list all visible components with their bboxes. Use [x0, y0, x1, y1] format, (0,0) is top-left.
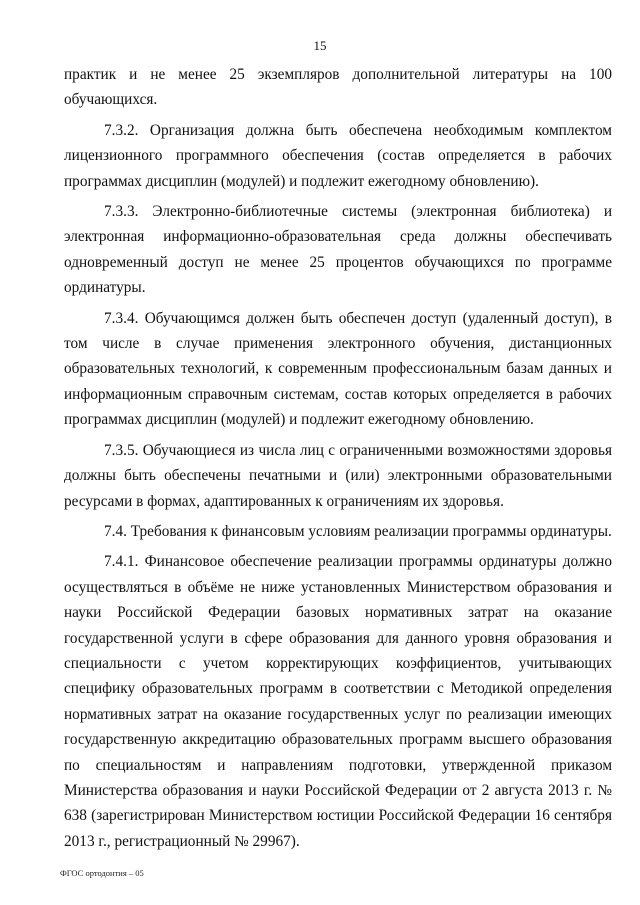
paragraph-continuation: практик и не менее 25 экземпляров дополнительной литературы на 100 обучающихся.: [64, 66, 612, 109]
paragraph-7-3-3: 7.3.3. Электронно-библиотечные системы (электронная библиотека) и электронная информационно-образовательная среда должны обеспечивать одновременный доступ не менее 25 процентов обучающихся по программе ординатуры.: [64, 203, 612, 297]
paragraph-7-3-5: 7.3.5. Обучающиеся из числа лиц с ограниченными возможностями здоровья должны быть обеспечены печатными и (или) электронными образовательными ресурсами в формах, адаптированных к ограничениям их здоровья.: [64, 441, 612, 510]
paragraph-7-3-2: 7.3.2. Организация должна быть обеспечена необходимым комплектом лицензионного программного обеспечения (состав определяется в рабочих программах дисциплин (модулей) и подлежит ежегодному обновлению).: [64, 121, 612, 190]
paragraph-7-4: 7.4. Требования к финансовым условиям реализации программы ординатуры.: [104, 522, 612, 540]
paragraph-7-3-4: 7.3.4. Обучающимся должен быть обеспечен доступ (удаленный доступ), в том числе в случае применения электронного обучения, дистанционных образовательных технологий, к современным профессиональным базам данных и информационным справочным системам, состав которых определяется в рабочих программах дисциплин (модулей) и подлежит ежегодному обновлению.: [64, 309, 612, 429]
page-footer: ФГОС ортодонтия – 05: [60, 868, 144, 878]
paragraph-7-4-1: 7.4.1. Финансовое обеспечение реализации программы ординатуры должно осуществляться в объёме не ниже установленных Министерством образования и науки Российской Федерации базовых нормативных затрат на оказание государственной услуги в сфере образования для данного уровня образования и специальности с учетом корректирующих коэффициентов, учитывающих специфику образовательных программ в соответствии с Методикой определения нормативных затрат на оказание государственных услуг по реализации имеющих государственную аккредитацию образовательных программ высшего образования по специальностям и направлениям подготовки, утвержденной приказом Министерства образования и науки Российской Федерации от 2 августа 2013 г. № 638 (зарегистрирован Министерством юстиции Российской Федерации 16 сентября 2013 г., регистрационный № 29967).: [64, 553, 612, 850]
document-body: [64, 62, 612, 859]
page-number: 15: [313, 38, 327, 53]
